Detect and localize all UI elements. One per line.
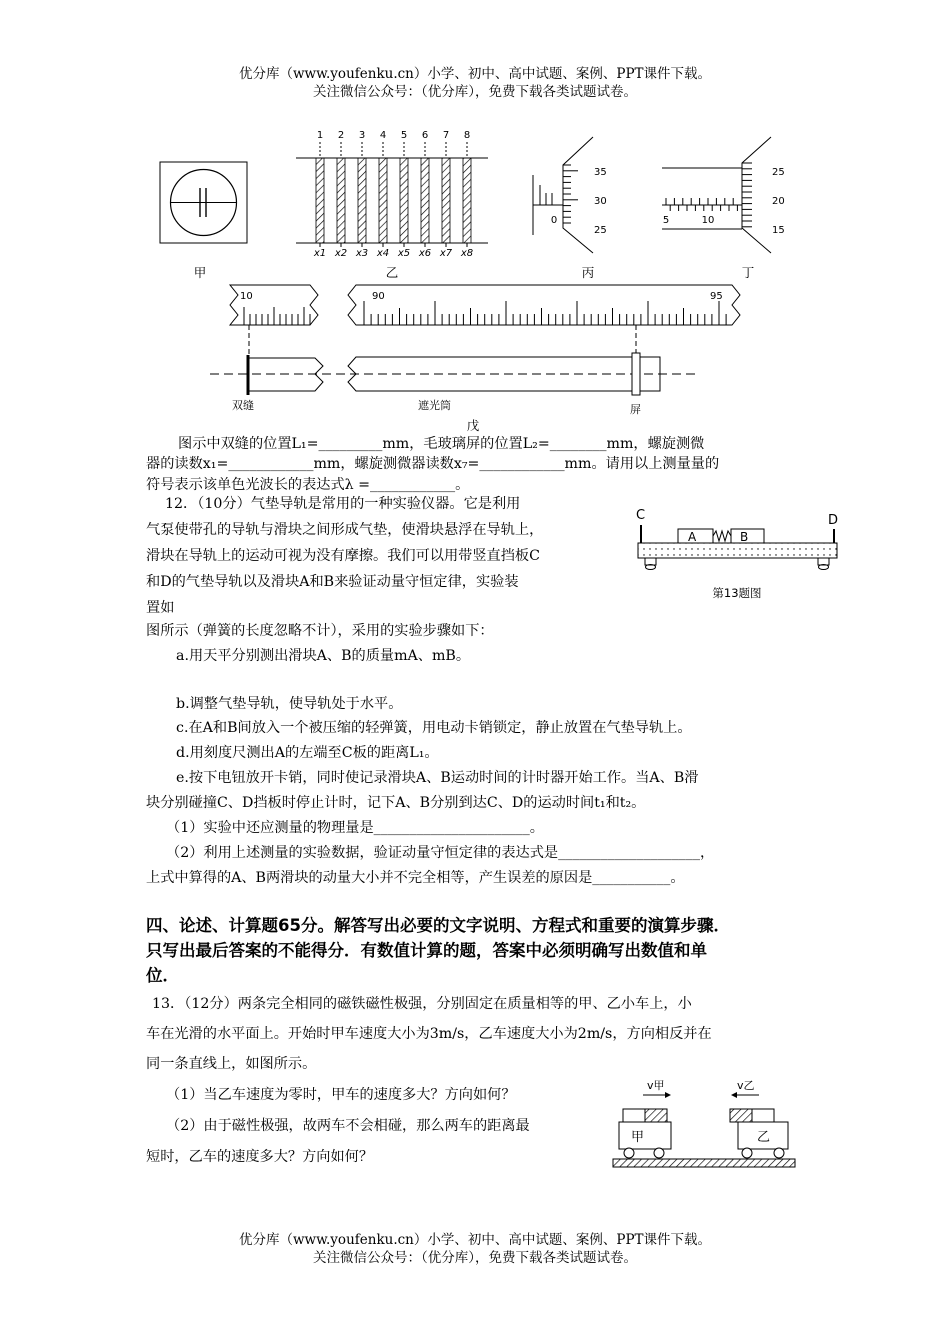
footer-line-1: 优分库（www.youfenku.cn）小学、初中、高中试题、案例、PPT课件下载。 [238, 1232, 712, 1248]
micrometer-reading-2 [662, 137, 785, 253]
fringe-x-1: x1 [313, 248, 327, 259]
bright-fringe [316, 158, 324, 243]
fringe-x-6: x6 [418, 248, 432, 259]
position-ruler [210, 285, 740, 433]
section4-heading-1: 四、论述、计算题65分。解答写出必要的文字说明、方程式和重要的演算步骤． [146, 916, 730, 935]
bing-tick-35: 35 [594, 167, 607, 178]
q12-step-e-1: e.按下电钮放开卡销，同时使记录滑块A、B运动时间的计时器开始工作。当A、B滑 [176, 770, 699, 786]
ding-tick-25: 25 [772, 167, 785, 178]
q13-ask-2b: 短时，乙车的速度多大？方向如何？ [146, 1149, 374, 1165]
bright-fringe [337, 158, 345, 243]
v-yi-label: v乙 [737, 1079, 755, 1092]
label-wu: 戊 [466, 418, 480, 433]
cart-jia [619, 1122, 671, 1149]
footer-line-2: 关注微信公众号：（优分库），免费下载各类试题试卷。 [313, 1250, 637, 1266]
cart-jia-label: 甲 [631, 1130, 645, 1145]
fringe-x-5: x5 [397, 248, 411, 259]
fringe-x-8: x8 [460, 248, 474, 259]
label-bing: 丙 [581, 265, 595, 280]
q13-line-1: 13．（12分）两条完全相同的磁铁磁性极强，分别固定在质量相等的甲、乙小车上，小 [152, 996, 692, 1012]
bright-fringe [358, 158, 366, 243]
header-line-2: 关注微信公众号：（优分库），免费下载各类试题试卷。 [313, 84, 637, 100]
fig13-caption: 第13题图 [712, 586, 762, 600]
ground [613, 1159, 795, 1167]
ding-main-10: 10 [701, 215, 715, 226]
bright-fringe [379, 158, 387, 243]
label-jia: 甲 [193, 265, 207, 280]
fringe-number-8: 8 [463, 130, 471, 141]
q13-ask-2a: （2）由于磁性极强，故两车不会相碰，那么两车的距离最 [166, 1118, 530, 1134]
plate-c-label: C [636, 508, 646, 523]
q12-intro-1: 12．（10分）气垫导轨是常用的一种实验仪器。它是利用 [165, 496, 521, 512]
fringe-x-2: x2 [334, 248, 348, 259]
q12-intro-2: 气泵使带孔的导轨与滑块之间形成气垫，使滑块悬浮在导轨上， [146, 522, 544, 538]
fringe-number-2: 2 [337, 130, 345, 141]
fig-two-carts [605, 1075, 805, 1175]
fringe-number-1: 1 [316, 130, 324, 141]
slider-a-label: A [688, 530, 697, 544]
fig-interference-apparatus [150, 125, 800, 435]
header-line-1: 优分库（www.youfenku.cn）小学、初中、高中试题、案例、PPT课件下载。 [238, 66, 712, 82]
v-jia-label: v甲 [647, 1079, 665, 1092]
fringe-number-4: 4 [379, 130, 387, 141]
bright-fringe [421, 158, 429, 243]
fringe-pattern [296, 130, 488, 259]
fringe-number-7: 7 [442, 130, 450, 141]
bright-fringe [400, 158, 408, 243]
fringe-number-6: 6 [421, 130, 429, 141]
q11-line-3: 符号表示该单色光波长的表达式λ =____________。 [146, 477, 470, 493]
spring [713, 531, 731, 541]
eyepiece-view [160, 162, 247, 243]
fringe-number-3: 3 [358, 130, 366, 141]
fringe-x-4: x4 [376, 248, 390, 259]
bing-tick-25: 25 [594, 225, 607, 236]
part-double-slit: 双缝 [232, 399, 254, 412]
bing-tick-30: 30 [594, 196, 607, 207]
ding-tick-15: 15 [772, 225, 785, 236]
fringe-number-5: 5 [400, 130, 408, 141]
bright-fringe [463, 158, 471, 243]
q12-step-a: a.用天平分别测出滑块A、B的质量mA、mB。 [176, 648, 471, 664]
q11-line-1: 图示中双缝的位置L₁=_________mm，毛玻璃屏的位置L₂=________mm，螺旋测微 [178, 436, 705, 452]
bing-main-0: 0 [550, 215, 558, 226]
q13-line-3: 同一条直线上，如图所示。 [146, 1056, 317, 1072]
ruler-label-95: 95 [710, 291, 723, 302]
q12-ask-2b: 上式中算得的A、B两滑块的动量大小并不完全相等，产生误差的原因是___________。 [146, 870, 685, 886]
q13-line-2: 车在光滑的水平面上。开始时甲车速度大小为3m/s，乙车速度大小为2m/s，方向相反并在 [146, 1026, 712, 1042]
q12-intro-5: 置如 [146, 600, 175, 616]
slider-b-label: B [740, 530, 749, 544]
q13-ask-1: （1）当乙车速度为零时，甲车的速度多大？方向如何？ [166, 1087, 516, 1103]
label-yi: 乙 [385, 265, 399, 280]
section4-heading-2: 只写出最后答案的不能得分．有数值计算的题，答案中必须明确写出数值和单 [146, 941, 707, 960]
q12-step-c: c.在A和B间放入一个被压缩的轻弹簧，用电动卡销锁定，静止放置在气垫导轨上。 [176, 720, 692, 736]
q12-step-e-2: 块分别碰撞C、D挡板时停止计时，记下A、B分别到达C、D的运动时间t₁和t₂。 [146, 795, 646, 811]
q12-intro-6: 图所示（弹簧的长度忽略不计），采用的实验步骤如下： [146, 623, 494, 639]
cart-yi-label: 乙 [757, 1130, 771, 1145]
q11-line-2: 器的读数x₁=____________mm，螺旋测微器读数x₇=____________mm。请用以上测量量的 [146, 456, 720, 472]
part-screen: 屏 [630, 403, 641, 416]
ruler-label-90: 90 [372, 291, 385, 302]
section4-heading-3: 位． [146, 966, 179, 985]
q12-step-d: d.用刻度尺测出A的左端至C板的距离L₁。 [176, 745, 439, 761]
ruler-label-10: 10 [240, 291, 253, 302]
ding-main-5: 5 [662, 215, 670, 226]
fig-air-track [630, 505, 845, 605]
fringe-x-7: x7 [439, 248, 453, 259]
plate-d-label: D [828, 513, 839, 528]
q12-ask-1: （1）实验中还应测量的物理量是______________________。 [166, 820, 544, 836]
ding-tick-20: 20 [772, 196, 785, 207]
part-tube: 遮光筒 [418, 399, 451, 412]
q12-intro-3: 滑块在导轨上的运动可视为没有摩擦。我们可以用带竖直挡板C [146, 548, 540, 564]
q12-step-b: b.调整气垫导轨，使导轨处于水平。 [176, 696, 403, 712]
bright-fringe [442, 158, 450, 243]
fringe-x-3: x3 [355, 248, 369, 259]
micrometer-reading-1 [533, 137, 607, 253]
q12-ask-2a: （2）利用上述测量的实验数据，验证动量守恒定律的表达式是____________________， [166, 845, 715, 861]
q12-intro-4: 和D的气垫导轨以及滑块A和B来验证动量守恒定律，实验装 [146, 574, 519, 590]
label-ding: 丁 [741, 265, 755, 280]
